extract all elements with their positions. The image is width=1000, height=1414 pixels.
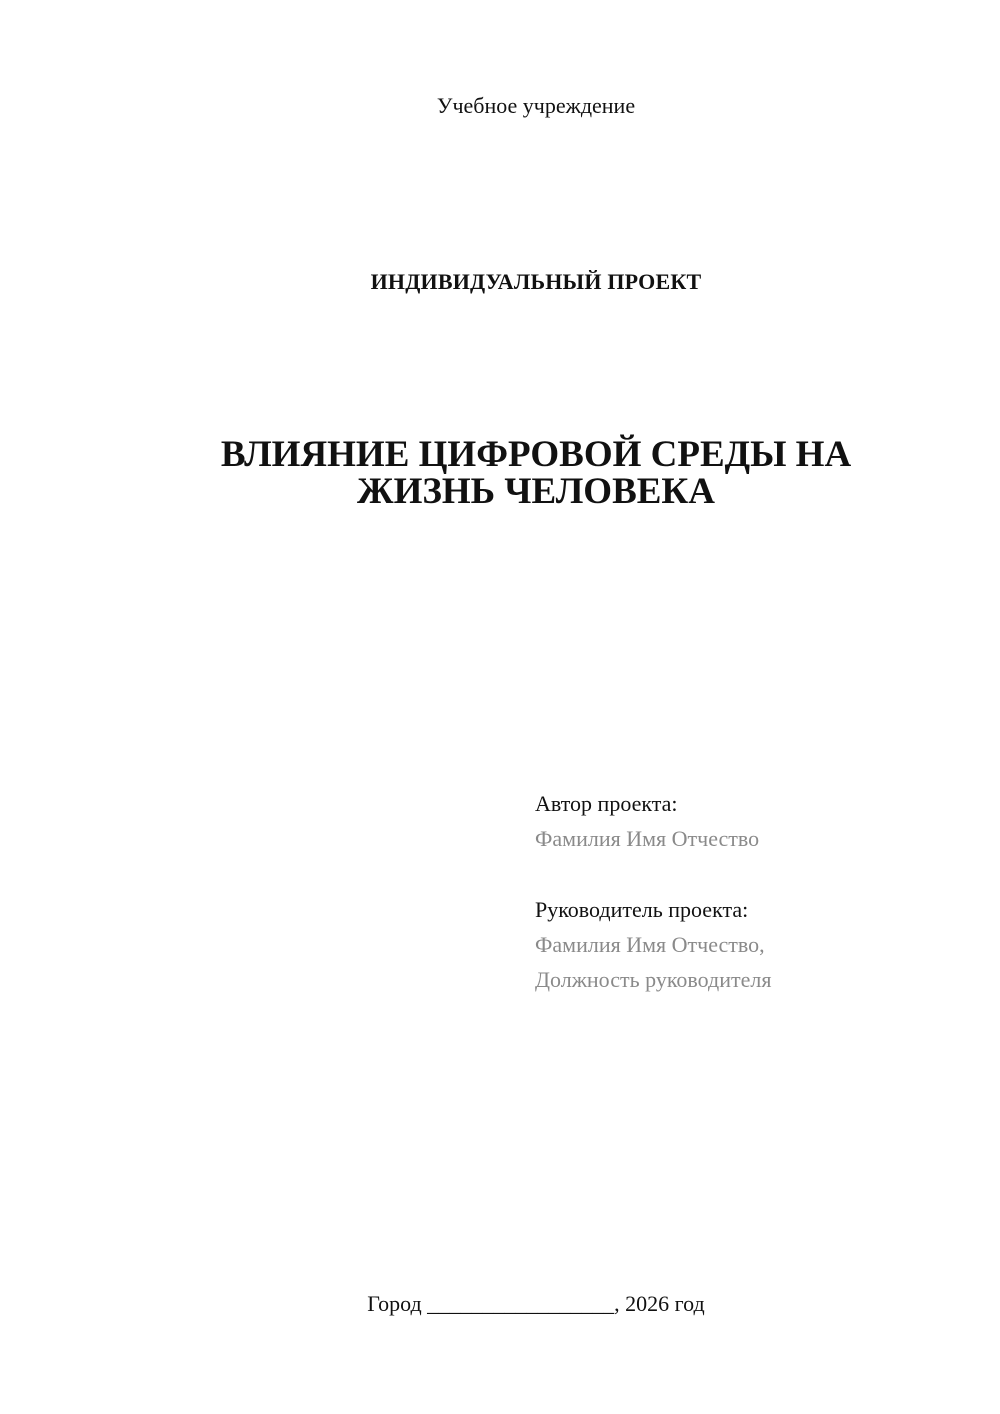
- project-title: [170, 436, 902, 510]
- author-name: Фамилия Имя Отчество: [535, 826, 760, 851]
- spacer: [535, 856, 955, 892]
- project-info-block: [535, 786, 955, 997]
- institution-name: Учебное учреждение: [436, 93, 636, 118]
- supervisor-label: Руководитель проекта:: [535, 897, 749, 922]
- supervisor-position: Должность руководителя: [535, 967, 772, 992]
- author-label: Автор проекта:: [535, 791, 678, 816]
- project-title-line-1: ВЛИЯНИЕ ЦИФРОВОЙ СРЕДЫ НА: [220, 434, 852, 475]
- supervisor-name: Фамилия Имя Отчество,: [535, 932, 765, 957]
- project-type-heading: ИНДИВИДУАЛЬНЫЙ ПРОЕКТ: [370, 269, 702, 294]
- city-year-line: Город _________________, 2026 год: [367, 1291, 705, 1316]
- project-title-line-2: ЖИЗНЬ ЧЕЛОВЕКА: [357, 471, 715, 512]
